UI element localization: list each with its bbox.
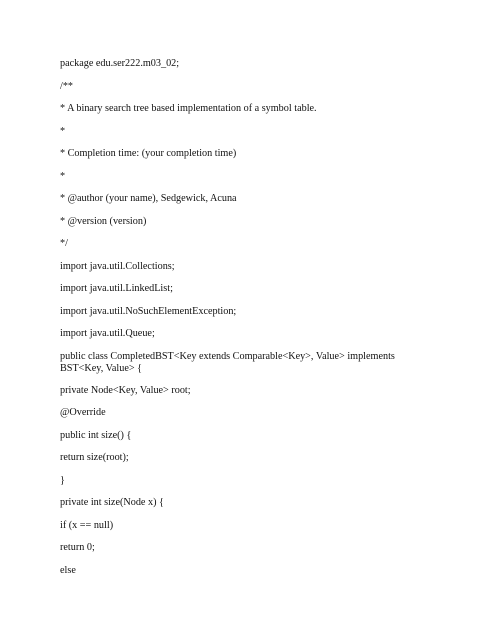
code-line-completion: * Completion time: (your completion time) [60,148,237,159]
code-line-if: if (x == null) [60,520,114,531]
code-line-class-declaration: public class CompletedBST<Key extends Comparable<Key>, Value> implements BST<Key, Value> { [60,351,398,374]
code-line-author: * @author (your name), Sedgewick, Acuna [60,193,237,204]
code-line-root-field: private Node<Key, Value> root; [60,385,191,396]
code-line-comment-open: /** [60,81,74,92]
code-line-else: else [60,565,76,576]
code-line-package: package edu.ser222.m03_02; [60,58,180,69]
code-line-import: import java.util.Collections; [60,261,175,272]
code-line-import: import java.util.Queue; [60,328,155,339]
code-line-brace: } [60,475,65,486]
code-line-override: @Override [60,407,106,418]
code-line-return: return size(root); [60,452,129,463]
code-line-size-method: public int size() { [60,430,132,441]
code-line-version: * @version (version) [60,216,147,227]
code-line-comment-star: * [60,126,66,137]
code-line-import: import java.util.NoSuchElementException; [60,306,237,317]
code-line-return: return 0; [60,542,95,553]
code-line-description: * A binary search tree based implementation of a symbol table. [60,103,317,114]
code-line-import: import java.util.LinkedList; [60,283,173,294]
code-line-comment-close: */ [60,238,68,249]
code-line-comment-star: * [60,171,66,182]
code-line-size-helper: private int size(Node x) { [60,497,164,508]
